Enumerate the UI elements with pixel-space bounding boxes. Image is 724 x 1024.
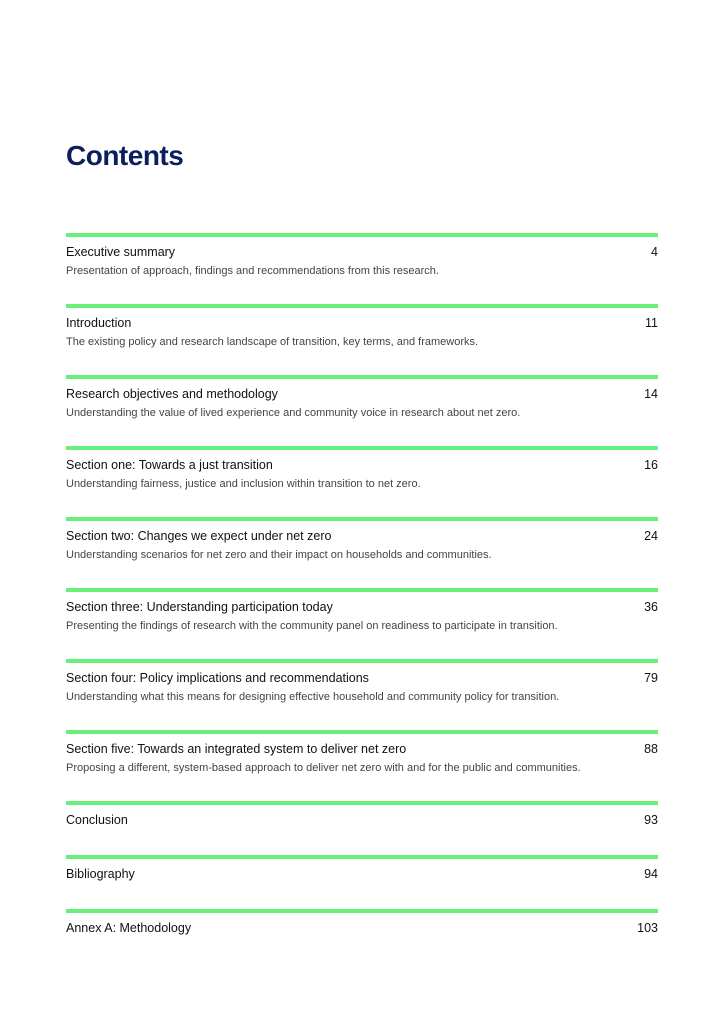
toc-entry-page[interactable]: 36 xyxy=(644,600,658,614)
toc-entry-conclusion[interactable] xyxy=(66,801,658,855)
toc-entry-page[interactable]: 16 xyxy=(644,458,658,472)
toc-entry-section-one[interactable] xyxy=(66,446,658,517)
toc-entry-research-objectives[interactable] xyxy=(66,375,658,446)
toc-entry-page[interactable]: 93 xyxy=(644,813,658,827)
toc-entry-section-three[interactable] xyxy=(66,588,658,659)
toc-entry-title[interactable]: Conclusion xyxy=(66,813,128,827)
toc-entry-page[interactable]: 14 xyxy=(644,387,658,401)
toc-entry-description: Presentation of approach, findings and recommendations from this research. xyxy=(66,265,439,277)
toc-entry-bibliography[interactable] xyxy=(66,855,658,909)
toc-entry-description: Understanding what this means for designing effective household and community policy for transition. xyxy=(66,691,560,703)
toc-entry-description: Proposing a different, system-based approach to deliver net zero with and for the public and communities. xyxy=(66,762,581,774)
toc-entry-page[interactable]: 103 xyxy=(637,921,658,935)
toc-entry-page[interactable]: 88 xyxy=(644,742,658,756)
toc-entry-title[interactable]: Bibliography xyxy=(66,867,135,881)
toc-entry-page[interactable]: 79 xyxy=(644,671,658,685)
toc-entry-page[interactable]: 94 xyxy=(644,867,658,881)
toc-entry-title[interactable]: Section four: Policy implications and recommendations xyxy=(66,671,369,685)
toc-entry-title[interactable]: Introduction xyxy=(66,316,132,330)
table-of-contents xyxy=(66,233,658,963)
toc-entry-title[interactable]: Research objectives and methodology xyxy=(66,387,278,401)
toc-entry-page[interactable]: 24 xyxy=(644,529,658,543)
toc-entry-title[interactable]: Section five: Towards an integrated system to deliver net zero xyxy=(66,742,407,756)
toc-entry-introduction[interactable] xyxy=(66,304,658,375)
toc-entry-description: Understanding fairness, justice and inclusion within transition to net zero. xyxy=(66,478,421,490)
toc-entry-executive-summary[interactable] xyxy=(66,233,658,304)
toc-entry-section-two[interactable] xyxy=(66,517,658,588)
toc-entry-section-five[interactable] xyxy=(66,730,658,801)
toc-entry-description: Understanding the value of lived experience and community voice in research about net zero. xyxy=(66,407,521,419)
toc-entry-description: Presenting the findings of research with the community panel on readiness to participate in transition. xyxy=(66,620,558,632)
toc-entry-page[interactable]: 4 xyxy=(651,245,658,259)
toc-entry-title[interactable]: Annex A: Methodology xyxy=(66,921,192,935)
toc-entry-page[interactable]: 11 xyxy=(645,316,658,330)
toc-entry-title[interactable]: Section two: Changes we expect under net zero xyxy=(66,529,332,543)
toc-entry-description: Understanding scenarios for net zero and their impact on households and communities. xyxy=(66,549,492,561)
toc-entry-title[interactable]: Section one: Towards a just transition xyxy=(66,458,273,472)
toc-entry-description: The existing policy and research landscape of transition, key terms, and frameworks. xyxy=(66,336,479,348)
toc-entry-annex-a[interactable] xyxy=(66,909,658,963)
toc-entry-title[interactable]: Executive summary xyxy=(66,245,176,259)
toc-entry-section-four[interactable] xyxy=(66,659,658,730)
toc-entry-title[interactable]: Section three: Understanding participation today xyxy=(66,600,333,614)
page-title: Contents xyxy=(66,140,184,171)
